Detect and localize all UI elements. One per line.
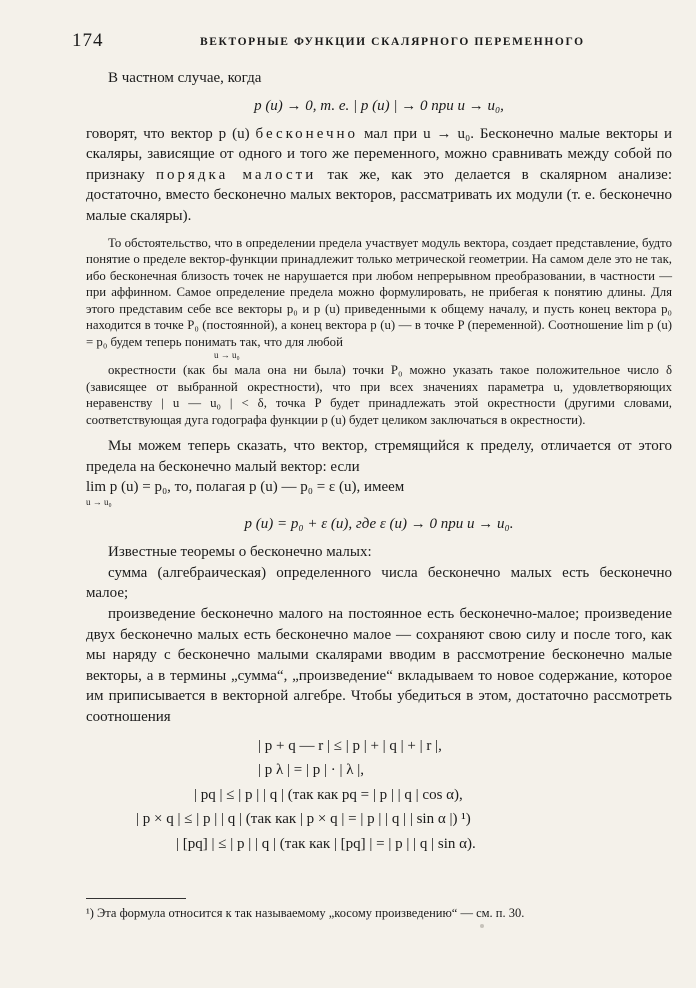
paragraph-limit-vector: Мы можем теперь сказать, что вектор, стремящийся к пределу, отличается от этого предела на бесконечно малый вектор: если: [86, 438, 672, 475]
running-head: ВЕКТОРНЫЕ ФУНКЦИИ СКАЛЯРНОГО ПЕРЕМЕННОГО: [200, 36, 585, 48]
small-print-paragraph-cont: окрестности (как бы мала она ни была) точки P₀ можно указать такое положительное число δ (зависящее от выбранной окрестности), что при всех значениях параметра u, удовлетворяющих неравенству | u — u₀ | < δ, точка P будет принадлежать этой окрестности (другими словами, соответствующая дуга годографа функции p (u) будет целиком заключаться в окрестности).: [86, 363, 672, 427]
formula-limit-zero: [86, 96, 672, 116]
paragraph-product: произведение бесконечно малого на постоянное есть бесконечно-малое; произведение двух бесконечно малых есть бесконечно малое — сохраняют свою силу и после того, как мы наряду с бесконечно малыми скалярами вводим в рассмотрение бесконечно малые векторы, а в термины „сумма“, „произведение“ вкладываем то новое содержание, которое им приписывается в векторной алгебре. Чтобы убедиться в этом, достаточно рассмотреть соотношения: [86, 606, 672, 725]
inequality-sum: | p + q — r | ≤ | p | + | q | + | r |,: [258, 737, 442, 754]
paragraph-intro: В частном случае, когда: [108, 70, 262, 86]
paragraph-part: говорят, что вектор p (u): [86, 125, 256, 142]
inequality-dot-product: | pq | ≤ | p | | q | (так как pq = | p | | q | cos α),: [194, 786, 463, 803]
inequality-cross-product: | p × q | ≤ | p | | q | (так как | p × q | = | p | | q | | sin α |) ¹): [136, 811, 471, 828]
limit-statement: lim p (u) = p₀, то, полагая p (u) — p₀ = ε (u), имеем: [86, 479, 405, 496]
limit-subscript: u → u₀: [214, 350, 240, 361]
small-print-paragraph: То обстоятельство, что в определении предела участвует модуль вектора, создает представление, будто понятие о пределе вектор-функции принадлежит только метрической геометрии. На самом деле это не так, ибо бесконечная близость точек не нарушается при любом непрерывном преобразовании, в частности — при аффинном. Самое определение предела можно формулировать, не прибегая к понятию длины. Для этого представим себе все векторы p₀ и p (u) приведенными к общему началу, и пусть конец вектора p₀ находится в точке P₀ (постоянной), а конец вектора p (u) — в точке P (переменной). Соотношение lim p (u) = p₀ будем теперь понимать так, что для любой: [86, 235, 672, 349]
limit-subscript: u → u₀: [86, 497, 112, 508]
spaced-term: бесконечно: [255, 125, 359, 142]
footnote-rule: [86, 898, 186, 899]
page-body: [86, 68, 672, 856]
formula-text: p (u) = p₀ + ε (u), где ε (u) → 0 при u → u₀.: [244, 516, 514, 533]
paragraph-sum: сумма (алгебраическая) определенного числа бесконечно малых есть бесконечно малое;: [86, 564, 672, 602]
paragraph-infinitesimal: [86, 124, 672, 227]
spaced-term: порядка малости: [155, 166, 317, 183]
paragraph-part: мал при u → u₀. Бесконечно малые векторы и скаляры, зависящие от одного и того же переменного, можно сравнивать между собой по признаку: [86, 125, 673, 183]
inequality-skew-product: | [pq] | ≤ | p | | q | (так как | [pq] | = | p | | q | sin α).: [176, 835, 476, 852]
page-number: 174: [72, 30, 104, 51]
formula-decomposition: [86, 514, 672, 534]
footnote: ¹) Эта формула относится к так называемому „косому произведению“ — см. п. 30.: [86, 906, 525, 920]
page-header: [72, 30, 672, 52]
vector-inequalities: [86, 734, 672, 857]
paper-speck: [480, 924, 484, 928]
paragraph-part: так же, как это делается в скалярном анализе: достаточно, вместо бесконечно малых векторов, рассматривать их модули (т. е. бесконечно малые скаляры).: [86, 166, 672, 224]
formula-text: p (u) → 0, т. е. | p (u) | → 0 при u → u₀,: [254, 97, 504, 114]
paragraph-theorems: Известные теоремы о бесконечно малых:: [108, 544, 372, 561]
inequality-scalar-multiple: | p λ | = | p | · | λ |,: [258, 762, 365, 779]
